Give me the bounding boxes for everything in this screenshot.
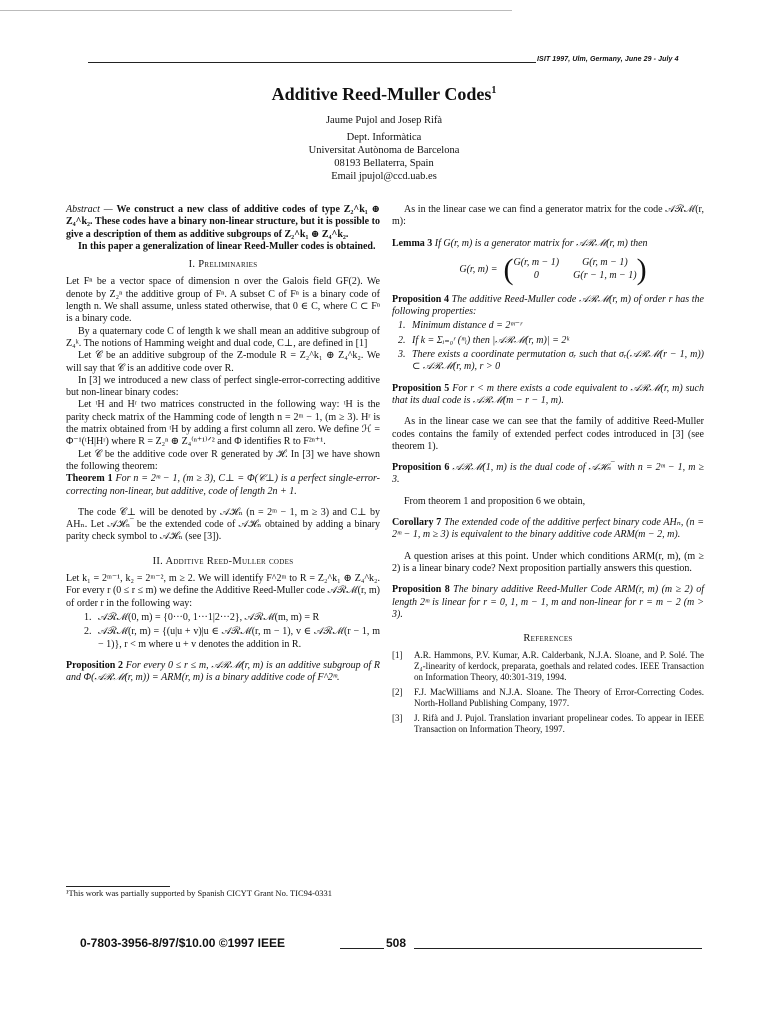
- generator-matrix: [402, 252, 704, 286]
- lemma-3: [392, 238, 704, 250]
- proposition-8-label: Proposition 8: [392, 584, 450, 596]
- footer-isbn: 0-7803-3956-8/97/$10.00 ©1997 IEEE: [80, 936, 285, 950]
- list-item: [66, 626, 380, 651]
- paragraph: Let 𝒞 be the additive code over R generated by ℋ. In [3] we have shown the following theorem:: [66, 448, 380, 472]
- matrix-cell: G(r, m − 1): [582, 257, 628, 269]
- lemma-3-text: If G(r, m) is a generator matrix for 𝒜ℛℳ(r, m) then: [434, 237, 648, 249]
- header-rule: [88, 62, 536, 63]
- reference-number: [1]: [392, 650, 403, 661]
- paragraph: The code 𝒞⊥ will be denoted by 𝒜ℋₙ (n = 2ᵐ − 1, m ≥ 3) and C⊥ by AHₙ. Let 𝒜ℋₙ‾ be the extended code of 𝒜ℋₙ obtained by adding a binary parity check symbol to 𝒜ℋₙ (see [3]).: [66, 506, 380, 543]
- title-text: Additive Reed-Muller Codes: [271, 84, 492, 104]
- list-text: There exists a coordinate permutation σᵣ such that σᵣ(𝒜ℛℳ(r − 1, m)) ⊂ 𝒜ℛℳ(r, m), r > 0: [412, 349, 704, 373]
- list-number: 1.: [398, 320, 406, 332]
- corollary-7: [392, 517, 704, 542]
- abstract-label: Abstract —: [66, 204, 113, 215]
- list-number: 1.: [84, 611, 92, 623]
- reference-item: [392, 687, 704, 709]
- proposition-2: [66, 660, 380, 685]
- list-item: [66, 612, 380, 624]
- left-column: [66, 204, 380, 684]
- list-item: [392, 320, 704, 332]
- reference-item: [392, 650, 704, 683]
- abstract-text-2: In this paper a generalization of linear Reed-Muller codes is obtained.: [78, 240, 376, 252]
- proposition-6-text: 𝒜ℛℳ(1, m) is the dual code of 𝒜ℋₙ‾ with n = 2ᵐ − 1, m ≥ 3.: [392, 462, 704, 486]
- proposition-5-label: Proposition 5: [392, 382, 450, 394]
- reference-number: [3]: [392, 713, 403, 724]
- corollary-7-label: Corollary 7: [392, 517, 442, 529]
- reference-number: [2]: [392, 687, 403, 698]
- conference-header: ISIT 1997, Ulm, Germany, June 29 - July 4: [537, 56, 679, 63]
- references-title: References: [523, 633, 573, 645]
- top-short-rule: [0, 10, 512, 11]
- matrix-cell: 0: [533, 270, 539, 282]
- lemma-3-label: Lemma 3: [392, 237, 433, 249]
- list-text: 𝒜ℛℳ(r, m) = {(u|u + v)|u ∈ 𝒜ℛℳ(r, m − 1), v ∈ 𝒜ℛℳ(r − 1, m − 1)}, r < m where u + v denotes the addition in R.: [98, 626, 380, 650]
- list-number: 2.: [398, 334, 406, 346]
- proposition-8: [392, 584, 704, 621]
- theorem-1-label: Theorem 1: [66, 473, 113, 485]
- reference-text: A.R. Hammons, P.V. Kumar, A.R. Calderbank, N.J.A. Sloane, and P. Solé. The Z₄-linearity of kerdock, preparata, goethals and related codes. IEEE Transaction on Information Theory, 40:301-319, 1994.: [414, 650, 704, 683]
- proposition-2-label: Proposition 2: [66, 659, 124, 671]
- paragraph: Let Fⁿ be a vector space of dimension n over the Galois field GF(2). We denote by Z₂ⁿ the additive group of Fⁿ. A subset C of Fⁿ is a binary code of length n. We shall assume, unless stated otherwise, that 0 ∈ C, where C ⊂ Fⁿ is a binary code.: [66, 276, 380, 325]
- paragraph: Let 𝒞 be an additive subgroup of the Z-module R = Z₂^k₁ ⊕ Z₄^k₂. We will say that 𝒞 is an additive code over R.: [66, 350, 380, 374]
- footnote-rule: [66, 886, 170, 887]
- proposition-6: [392, 462, 704, 487]
- reference-text: F.J. MacWilliams and N.J.A. Sloane. The Theory of Error-Correcting Codes. North-Holland Publishing Company, 1977.: [414, 687, 704, 709]
- matrix-cell: G(r − 1, m − 1): [573, 270, 637, 282]
- list-text: Minimum distance d = 2ᵐ⁻ʳ: [412, 320, 523, 332]
- reference-item: [392, 713, 704, 735]
- affiliation-address: 08193 Bellaterra, Spain: [334, 158, 434, 169]
- section-1-title: I. Preliminaries: [188, 259, 258, 271]
- paragraph: From theorem 1 and proposition 6 we obtain,: [404, 495, 586, 507]
- matrix-left-paren: (: [503, 252, 514, 286]
- theorem-1-text: For n = 2ᵐ − 1, (m ≥ 3), C⊥ = Φ(𝒞⊥) is a perfect single-error-correcting non-linear, but additive, code of length 2n + 1.: [66, 473, 380, 497]
- paragraph: By a quaternary code C of length k we shall mean an additive subgroup of Z₄ᵏ. The notions of Hamming weight and dual code, C⊥, are defined in [1]: [66, 325, 380, 349]
- footer-rule-right: [414, 948, 702, 949]
- section-2-title: II. Additive Reed-Muller codes: [152, 555, 294, 567]
- proposition-5: [392, 383, 704, 408]
- matrix-cell: G(r, m − 1): [513, 257, 560, 269]
- paragraph: As in the linear case we can see that the family of additive Reed-Muller codes contains the family of extended perfect codes introduced in [3] (see theorem 1).: [392, 416, 704, 452]
- list-text: 𝒜ℛℳ(0, m) = {0···0, 1···1|2···2}, 𝒜ℛℳ(m, m) = R: [98, 611, 320, 623]
- affiliation-university: Universitat Autònoma de Barcelona: [308, 145, 460, 156]
- abstract-text: We construct a new class of additive codes of type Z₂^k₁ ⊕ Z₄^k₂. These codes have a binary non-linear structure, but it is possible to give a description of them as additive subgroups of Z₂^k₁ ⊕ Z₄^k₂.: [66, 204, 380, 240]
- proposition-2-text: For every 0 ≤ r ≤ m, 𝒜ℛℳ(r, m) is an additive subgroup of R and Φ(𝒜ℛℳ(r, m)) = ARM(r, m) is a binary additive code of F^2ᵐ.: [66, 659, 380, 684]
- proposition-4-text: The additive Reed-Muller code 𝒜ℛℳ(r, m) of order r has the following properties:: [392, 293, 705, 318]
- affiliation-dept: Dept. Informàtica: [346, 132, 422, 143]
- proposition-5-text: For r < m there exists a code equivalent to 𝒜ℛℳ(r, m) such that its dual code is 𝒜ℛℳ(m − r − 1, m).: [392, 382, 704, 406]
- list-item: [392, 335, 704, 347]
- abstract: [66, 204, 380, 241]
- reference-text: J. Rifà and J. Pujol. Translation invariant propelinear codes. To appear in IEEE Transaction on Information Theory, 1997.: [414, 713, 704, 735]
- list-item: [392, 349, 704, 374]
- paragraph: In [3] we introduced a new class of perfect single-error-correcting additive but non-linear binary codes:: [66, 374, 380, 399]
- theorem-1: [66, 473, 380, 498]
- matrix-body: [514, 257, 637, 283]
- authors: Jaume Pujol and Josep Rifà: [325, 115, 443, 126]
- corollary-7-text: The extended code of the additive perfect binary code AHₙ, (n = 2ᵐ − 1, m ≥ 3) is equivalent to the binary additive code ARM(m − 2, m).: [392, 517, 704, 541]
- paper-title: [0, 84, 768, 105]
- page-number: 508: [386, 936, 407, 950]
- right-column: [392, 204, 704, 739]
- paragraph: Let ᵗH and Hʳ two matrices constructed in the following way: ᵗH is the parity check matrix of the Hamming code of length n = 2ᵐ − 1, (m ≥ 3). Hʳ is the matrix obtained from ᵗH by adding a first column all zero. We define ℋ = Φ⁻¹(ᵗH|Hʳ) where R = Z₂ⁿ ⊕ Z₄⁽ⁿ⁺¹⁾ᐟ² and Φ identifies R to F²ⁿ⁺¹.: [66, 399, 380, 448]
- matrix-lhs: G(r, m) =: [459, 263, 498, 275]
- proposition-8-text: The binary additive Reed-Muller Code ARM(r, m) (m ≥ 2) of length 2ᵐ is linear for r = 0, 1, m − 1, m and non-linear for r = m − 2 (m > 3).: [392, 584, 705, 620]
- proposition-6-label: Proposition 6: [392, 462, 450, 474]
- paragraph: As in the linear case we can find a generator matrix for the code 𝒜ℛℳ(r, m):: [392, 204, 704, 228]
- list-number: 3.: [398, 349, 406, 361]
- footer-rule-left: [340, 948, 384, 949]
- list-text: If k = Σᵢ₌₀ʳ (ᵐᵢ) then |𝒜ℛℳ(r, m)| = 2ᵏ: [412, 334, 570, 346]
- paragraph: A question arises at this point. Under which conditions ARM(r, m), (m ≥ 2) is a linear binary code? Next proposition partially answers this question.: [392, 550, 704, 574]
- affiliation-email: Email jpujol@ccd.uab.es: [331, 171, 437, 182]
- proposition-4-label: Proposition 4: [392, 293, 449, 305]
- footnote: ¹This work was partially supported by Spanish CICYT Grant No. TIC94-0331: [66, 888, 332, 898]
- proposition-4: [392, 294, 704, 319]
- title-footnote-mark: 1: [491, 85, 497, 96]
- paragraph: Let k₁ = 2ᵐ⁻¹, k₂ = 2ᵐ⁻², m ≥ 2. We will identify F^2ᵐ to R = Z₂^k₁ ⊕ Z₄^k₂. For every r (0 ≤ r ≤ m) we define the Additive Reed-Muller code 𝒜ℛℳ(r, m) of order r in the following way:: [66, 573, 380, 609]
- list-number: 2.: [84, 626, 92, 638]
- matrix-right-paren: ): [636, 252, 647, 286]
